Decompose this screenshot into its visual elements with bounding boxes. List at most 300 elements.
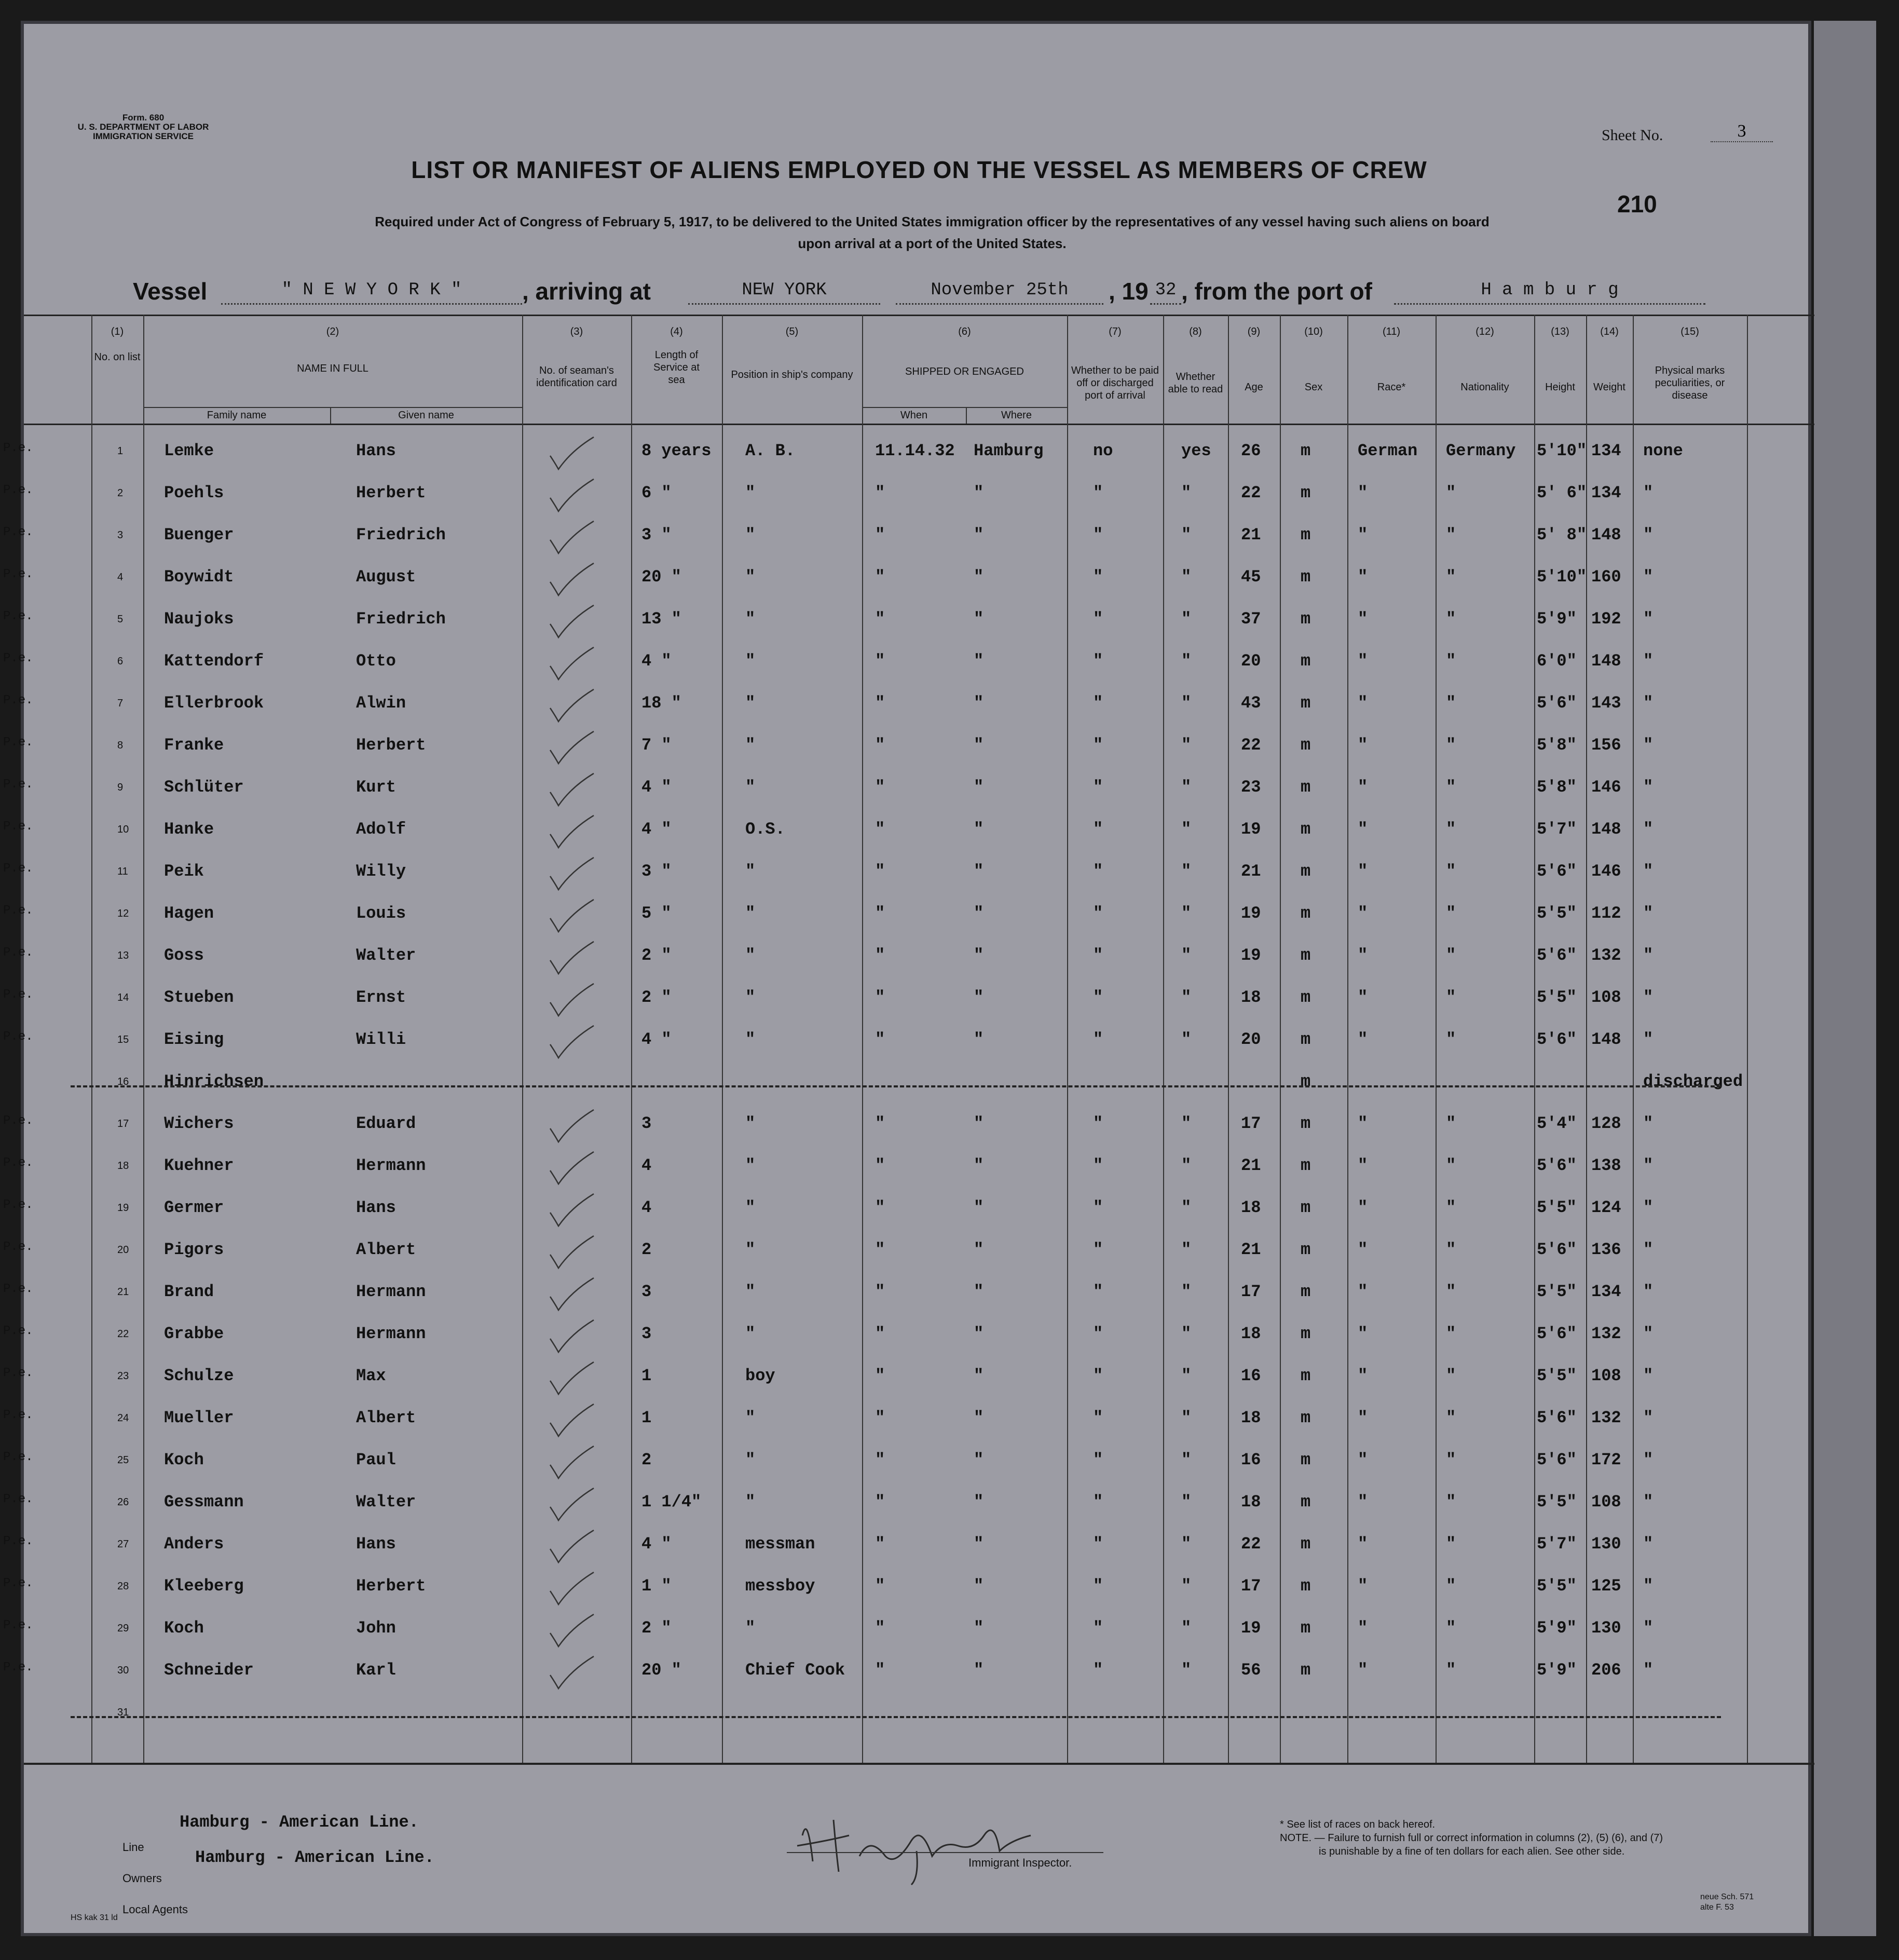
- cell-age: 21: [1241, 525, 1261, 545]
- cell-given: Hans: [356, 441, 396, 460]
- cell-where: ": [974, 988, 984, 1007]
- cell-height: 5'8": [1537, 736, 1577, 755]
- cell-nat: ": [1446, 693, 1456, 713]
- cell-position: ": [745, 904, 756, 923]
- cell-when: 11.14.32: [875, 441, 955, 460]
- cell-position: A. B.: [745, 441, 796, 460]
- cell-paid: ": [1093, 1492, 1103, 1512]
- cell-when: ": [875, 1282, 885, 1301]
- cell-height: 5'6": [1537, 693, 1577, 713]
- cell-given: Hermann: [356, 1156, 426, 1175]
- cell-sex: m: [1301, 904, 1311, 923]
- cell-marks: ": [1643, 1198, 1654, 1217]
- cell-sex: m: [1301, 988, 1311, 1007]
- check-mark-icon: [548, 855, 595, 892]
- cell-read: ": [1181, 778, 1192, 797]
- check-mark-icon: [548, 1486, 595, 1522]
- check-mark-icon: [548, 1192, 595, 1228]
- cell-age: 17: [1241, 1576, 1261, 1596]
- cell-weight: 108: [1591, 988, 1621, 1007]
- cell-weight: 134: [1591, 483, 1621, 502]
- cell-read: ": [1181, 651, 1192, 671]
- cell-no: 21: [117, 1286, 129, 1298]
- cell-race: ": [1358, 778, 1368, 797]
- cell-nat: ": [1446, 1030, 1456, 1049]
- cell-age: 17: [1241, 1282, 1261, 1301]
- cell-family: Franke: [164, 736, 224, 755]
- cell-read: ": [1181, 820, 1192, 839]
- check-mark-icon: [548, 1570, 595, 1607]
- cell-read: ": [1181, 1576, 1192, 1596]
- cell-weight: 146: [1591, 862, 1621, 881]
- cell-race: ": [1358, 988, 1368, 1007]
- cell-service: 1: [641, 1366, 652, 1385]
- cell-marks: ": [1643, 1618, 1654, 1638]
- cell-no: 22: [117, 1328, 129, 1340]
- cell-weight: 132: [1591, 1408, 1621, 1427]
- cell-position: ": [745, 1198, 756, 1217]
- cell-family: Kuehner: [164, 1156, 234, 1175]
- cell-race: ": [1358, 1576, 1368, 1596]
- cell-family: Naujoks: [164, 609, 234, 629]
- cell-family: Boywidt: [164, 567, 234, 587]
- cell-height: 5'5": [1537, 1576, 1577, 1596]
- cell-service: 18 ": [641, 693, 681, 713]
- cell-where: ": [974, 1534, 984, 1554]
- cell-read: ": [1181, 736, 1192, 755]
- table-row: [3, 561, 1814, 602]
- check-mark-icon: [548, 645, 595, 682]
- cell-pe: P.e.: [3, 1618, 33, 1632]
- cell-given: Hermann: [356, 1324, 426, 1343]
- cell-where: ": [974, 567, 984, 587]
- cell-marks: discharged: [1643, 1072, 1743, 1091]
- cell-when: ": [875, 1240, 885, 1259]
- table-row: [3, 435, 1814, 475]
- cell-no: 25: [117, 1454, 129, 1466]
- cell-sex: m: [1301, 1030, 1311, 1049]
- cell-given: Hermann: [356, 1282, 426, 1301]
- cell-no: 14: [117, 992, 129, 1003]
- cell-when: ": [875, 946, 885, 965]
- cell-age: 19: [1241, 904, 1261, 923]
- cell-age: 21: [1241, 862, 1261, 881]
- cell-race: ": [1358, 736, 1368, 755]
- cell-height: 5'6": [1537, 1450, 1577, 1469]
- cell-service: 3: [641, 1324, 652, 1343]
- cell-sex: m: [1301, 1576, 1311, 1596]
- col6a-header: When: [900, 410, 928, 421]
- cell-paid: ": [1093, 1534, 1103, 1554]
- cell-nat: ": [1446, 1366, 1456, 1385]
- cell-nat: ": [1446, 1576, 1456, 1596]
- cell-service: 3 ": [641, 525, 672, 545]
- cell-service: 3: [641, 1282, 652, 1301]
- cell-pe: P.e.: [3, 525, 33, 539]
- cell-read: ": [1181, 1240, 1192, 1259]
- cell-marks: ": [1643, 946, 1654, 965]
- cell-where: Hamburg: [974, 441, 1044, 460]
- cell-race: ": [1358, 946, 1368, 965]
- cell-given: Albert: [356, 1240, 416, 1259]
- owners-label: Owners: [122, 1872, 162, 1885]
- col11-number: (11): [1382, 326, 1401, 337]
- print-code-right-1: neue Sch. 571: [1700, 1893, 1754, 1901]
- cell-sex: m: [1301, 441, 1311, 460]
- cell-when: ": [875, 609, 885, 629]
- arriving-label: , arriving at: [522, 278, 651, 305]
- cell-pe: P.e.: [3, 609, 33, 623]
- col10-header: Sex: [1304, 382, 1323, 393]
- sheet-number-value: 3: [1711, 121, 1773, 142]
- document-title: LIST OR MANIFEST OF ALIENS EMPLOYED ON THE VESSEL AS MEMBERS OF CREW: [411, 156, 1427, 183]
- cell-weight: 130: [1591, 1534, 1621, 1554]
- cell-position: Chief Cook: [745, 1660, 845, 1680]
- col14-number: (14): [1600, 326, 1619, 337]
- cell-marks: none: [1643, 441, 1683, 460]
- cell-height: 5'6": [1537, 1324, 1577, 1343]
- cell-race: ": [1358, 820, 1368, 839]
- cell-sex: m: [1301, 609, 1311, 629]
- cell-given: Hans: [356, 1534, 396, 1554]
- cell-no: 12: [117, 908, 129, 919]
- cell-sex: m: [1301, 1072, 1311, 1091]
- cell-service: 4: [641, 1156, 652, 1175]
- cell-no: 18: [117, 1160, 129, 1172]
- col6-header: SHIPPED OR ENGAGED: [905, 366, 1024, 377]
- col2b-header: Given name: [398, 410, 454, 421]
- cell-height: 5'6": [1537, 1408, 1577, 1427]
- cell-no: 24: [117, 1412, 129, 1424]
- cell-age: 18: [1241, 1492, 1261, 1512]
- cell-age: 23: [1241, 778, 1261, 797]
- cell-no: 19: [117, 1202, 129, 1214]
- table-row: [3, 897, 1814, 938]
- check-mark-icon: [548, 1402, 595, 1438]
- cell-marks: ": [1643, 567, 1654, 587]
- cell-position: ": [745, 651, 756, 671]
- form-identifier: [55, 113, 231, 141]
- cell-pe: P.e.: [3, 1240, 33, 1254]
- check-mark-icon: [548, 561, 595, 597]
- cell-paid: ": [1093, 609, 1103, 629]
- cell-marks: ": [1643, 525, 1654, 545]
- col6-number: (6): [958, 326, 971, 337]
- cell-given: John: [356, 1618, 396, 1638]
- cell-pe: P.e.: [3, 1198, 33, 1212]
- cell-where: ": [974, 736, 984, 755]
- cell-position: ": [745, 778, 756, 797]
- table-row: [3, 1402, 1814, 1442]
- table-row: [24, 1066, 1814, 1106]
- cell-marks: ": [1643, 1114, 1654, 1133]
- cell-pe: P.e.: [3, 904, 33, 918]
- cell-given: Louis: [356, 904, 406, 923]
- cell-age: 20: [1241, 1030, 1261, 1049]
- cell-height: 5'6": [1537, 1240, 1577, 1259]
- cell-weight: 148: [1591, 1030, 1621, 1049]
- cell-height: 5'10": [1537, 567, 1587, 587]
- cell-given: Friedrich: [356, 525, 446, 545]
- cell-race: ": [1358, 1366, 1368, 1385]
- cell-sex: m: [1301, 651, 1311, 671]
- cell-paid: ": [1093, 1576, 1103, 1596]
- check-mark-icon: [548, 897, 595, 934]
- cell-read: ": [1181, 946, 1192, 965]
- table-row: [3, 1234, 1814, 1274]
- cell-no: 20: [117, 1244, 129, 1256]
- cell-marks: ": [1643, 609, 1654, 629]
- cell-sex: m: [1301, 693, 1311, 713]
- cell-race: ": [1358, 1240, 1368, 1259]
- cell-race: ": [1358, 567, 1368, 587]
- cell-given: Paul: [356, 1450, 396, 1469]
- cell-weight: 108: [1591, 1492, 1621, 1512]
- footnote: [1280, 1818, 1747, 1858]
- inspector-signature: [787, 1804, 1077, 1887]
- cell-position: ": [745, 1114, 756, 1133]
- cell-no: 1: [117, 445, 124, 457]
- cell-race: ": [1358, 651, 1368, 671]
- departure-port: H a m b u r g: [1394, 280, 1705, 305]
- check-mark-icon: [548, 1276, 595, 1312]
- cell-weight: 108: [1591, 1366, 1621, 1385]
- cell-where: ": [974, 1576, 984, 1596]
- cell-pe: P.e.: [3, 1156, 33, 1170]
- cell-age: 43: [1241, 693, 1261, 713]
- cell-weight: 124: [1591, 1198, 1621, 1217]
- check-mark-icon: [548, 1150, 595, 1186]
- cell-service: 1 ": [641, 1576, 672, 1596]
- cell-height: 5'5": [1537, 1198, 1577, 1217]
- table-row: [24, 1696, 1814, 1737]
- cell-read: ": [1181, 693, 1192, 713]
- cell-sex: m: [1301, 778, 1311, 797]
- col15-number: (15): [1681, 326, 1699, 337]
- cell-where: ": [974, 1408, 984, 1427]
- check-mark-icon: [548, 982, 595, 1018]
- cell-sex: m: [1301, 946, 1311, 965]
- cell-family: Kattendorf: [164, 651, 264, 671]
- cell-height: 5' 8": [1537, 525, 1587, 545]
- cell-given: Herbert: [356, 1576, 426, 1596]
- cell-where: ": [974, 651, 984, 671]
- cell-nat: ": [1446, 1618, 1456, 1638]
- cell-read: yes: [1181, 441, 1211, 460]
- cell-where: ": [974, 1156, 984, 1175]
- cell-weight: 160: [1591, 567, 1621, 587]
- check-mark-icon: [548, 603, 595, 639]
- cell-paid: ": [1093, 567, 1103, 587]
- cell-no: 4: [117, 571, 124, 583]
- cell-when: ": [875, 1408, 885, 1427]
- cell-height: 6'0": [1537, 651, 1577, 671]
- check-mark-icon: [548, 771, 595, 808]
- cell-race: ": [1358, 693, 1368, 713]
- cell-no: 7: [117, 698, 124, 709]
- cell-height: 5'9": [1537, 609, 1577, 629]
- cell-when: ": [875, 693, 885, 713]
- cell-service: 4 ": [641, 1534, 672, 1554]
- print-code-left: HS kak 31 ld: [71, 1913, 118, 1922]
- cell-nat: ": [1446, 820, 1456, 839]
- cell-read: ": [1181, 1156, 1192, 1175]
- cell-age: 18: [1241, 1198, 1261, 1217]
- cell-weight: 148: [1591, 651, 1621, 671]
- cell-paid: ": [1093, 1450, 1103, 1469]
- cell-when: ": [875, 1030, 885, 1049]
- manifest-table: [3, 315, 1814, 1763]
- check-mark-icon: [548, 813, 595, 850]
- cell-race: ": [1358, 1534, 1368, 1554]
- cell-family: Koch: [164, 1450, 204, 1469]
- cell-family: Lemke: [164, 441, 214, 460]
- cell-family: Anders: [164, 1534, 224, 1554]
- form-service: IMMIGRATION SERVICE: [93, 131, 194, 141]
- cell-paid: ": [1093, 1240, 1103, 1259]
- cell-marks: ": [1643, 1492, 1654, 1512]
- table-row: [3, 1612, 1814, 1653]
- col7-number: (7): [1109, 326, 1122, 337]
- cell-paid: ": [1093, 1366, 1103, 1385]
- cell-where: ": [974, 1618, 984, 1638]
- cell-weight: 206: [1591, 1660, 1621, 1680]
- check-mark-icon: [548, 1444, 595, 1480]
- cell-age: 56: [1241, 1660, 1261, 1680]
- cell-family: Ellerbrook: [164, 693, 264, 713]
- cell-family: Eising: [164, 1030, 224, 1049]
- cell-age: 19: [1241, 1618, 1261, 1638]
- cell-no: 11: [117, 866, 128, 877]
- cell-race: ": [1358, 483, 1368, 502]
- cell-given: Eduard: [356, 1114, 416, 1133]
- cell-nat: ": [1446, 946, 1456, 965]
- cell-sex: m: [1301, 1156, 1311, 1175]
- cell-position: ": [745, 1324, 756, 1343]
- col9-header: Age: [1245, 382, 1263, 393]
- cell-nat: ": [1446, 1156, 1456, 1175]
- cell-given: Albert: [356, 1408, 416, 1427]
- cell-no: 31: [117, 1707, 129, 1718]
- cell-read: ": [1181, 1366, 1192, 1385]
- cell-family: Mueller: [164, 1408, 234, 1427]
- cell-race: ": [1358, 525, 1368, 545]
- cell-given: Willy: [356, 862, 406, 881]
- owners-value: Hamburg - American Line.: [195, 1848, 434, 1867]
- cell-marks: ": [1643, 778, 1654, 797]
- cell-when: ": [875, 1114, 885, 1133]
- cell-position: ": [745, 1240, 756, 1259]
- cell-sex: m: [1301, 820, 1311, 839]
- cell-read: ": [1181, 483, 1192, 502]
- cell-pe: P.e.: [3, 946, 33, 960]
- col2-number: (2): [326, 326, 339, 337]
- cell-weight: 172: [1591, 1450, 1621, 1469]
- cell-family: Koch: [164, 1618, 204, 1638]
- cell-nat: ": [1446, 1408, 1456, 1427]
- cell-family: Peik: [164, 862, 204, 881]
- cell-pe: P.e.: [3, 567, 33, 581]
- cell-age: 22: [1241, 483, 1261, 502]
- cell-height: 5'7": [1537, 1534, 1577, 1554]
- cell-when: ": [875, 736, 885, 755]
- cell-height: 5'6": [1537, 1156, 1577, 1175]
- cell-given: Willi: [356, 1030, 406, 1049]
- cell-service: 7 ": [641, 736, 672, 755]
- table-row: [3, 1318, 1814, 1358]
- subtitle-line-1: Required under Act of Congress of February 5, 1917, to be delivered to the United States immigration officer by the representatives of any vessel having such aliens on board: [375, 214, 1490, 229]
- cell-sex: m: [1301, 1198, 1311, 1217]
- check-mark-icon: [548, 1318, 595, 1354]
- cell-age: 16: [1241, 1366, 1261, 1385]
- form-department: U. S. DEPARTMENT OF LABOR: [77, 122, 209, 132]
- page-edge: [1814, 21, 1876, 1936]
- table-row: [3, 603, 1814, 644]
- table-row: [3, 1528, 1814, 1569]
- cell-read: ": [1181, 1114, 1192, 1133]
- cell-family: Buenger: [164, 525, 234, 545]
- cell-paid: ": [1093, 483, 1103, 502]
- cell-marks: ": [1643, 1660, 1654, 1680]
- cell-read: ": [1181, 1324, 1192, 1343]
- cell-nat: ": [1446, 567, 1456, 587]
- cell-sex: m: [1301, 567, 1311, 587]
- cell-when: ": [875, 862, 885, 881]
- cell-family: Poehls: [164, 483, 224, 502]
- cell-no: 3: [117, 529, 124, 541]
- cell-paid: ": [1093, 651, 1103, 671]
- cell-where: ": [974, 609, 984, 629]
- cell-where: ": [974, 1198, 984, 1217]
- col9-number: (9): [1247, 326, 1261, 337]
- cell-family: Hinrichsen: [164, 1072, 264, 1091]
- cell-weight: 134: [1591, 441, 1621, 460]
- cell-marks: ": [1643, 1324, 1654, 1343]
- cell-service: 2 ": [641, 1618, 672, 1638]
- cell-when: ": [875, 820, 885, 839]
- cell-sex: m: [1301, 1408, 1311, 1427]
- cell-age: 26: [1241, 441, 1261, 460]
- cell-sex: m: [1301, 1660, 1311, 1680]
- table-row: [3, 1570, 1814, 1611]
- check-mark-icon: [548, 1360, 595, 1396]
- cell-height: 5'9": [1537, 1618, 1577, 1638]
- cell-height: 5'5": [1537, 904, 1577, 923]
- cell-no: 27: [117, 1539, 129, 1550]
- cell-nat: Germany: [1446, 441, 1516, 460]
- local-agents-label: Local Agents: [122, 1903, 188, 1916]
- cell-position: ": [745, 567, 756, 587]
- cell-paid: ": [1093, 904, 1103, 923]
- cell-when: ": [875, 483, 885, 502]
- cell-service: 1: [641, 1408, 652, 1427]
- cell-pe: P.e.: [3, 1534, 33, 1548]
- cell-no: 9: [117, 782, 124, 793]
- cell-when: ": [875, 1492, 885, 1512]
- col4-header: Length of Service at sea: [653, 349, 700, 386]
- arrival-date: November 25th: [896, 280, 1103, 305]
- cell-sex: m: [1301, 1240, 1311, 1259]
- cell-read: ": [1181, 525, 1192, 545]
- cell-where: ": [974, 862, 984, 881]
- cell-read: ": [1181, 988, 1192, 1007]
- cell-service: 2: [641, 1450, 652, 1469]
- cell-pe: P.e.: [3, 1030, 33, 1044]
- cell-service: 4 ": [641, 820, 672, 839]
- cell-where: ": [974, 1324, 984, 1343]
- col3-number: (3): [570, 326, 583, 337]
- cell-position: ": [745, 862, 756, 881]
